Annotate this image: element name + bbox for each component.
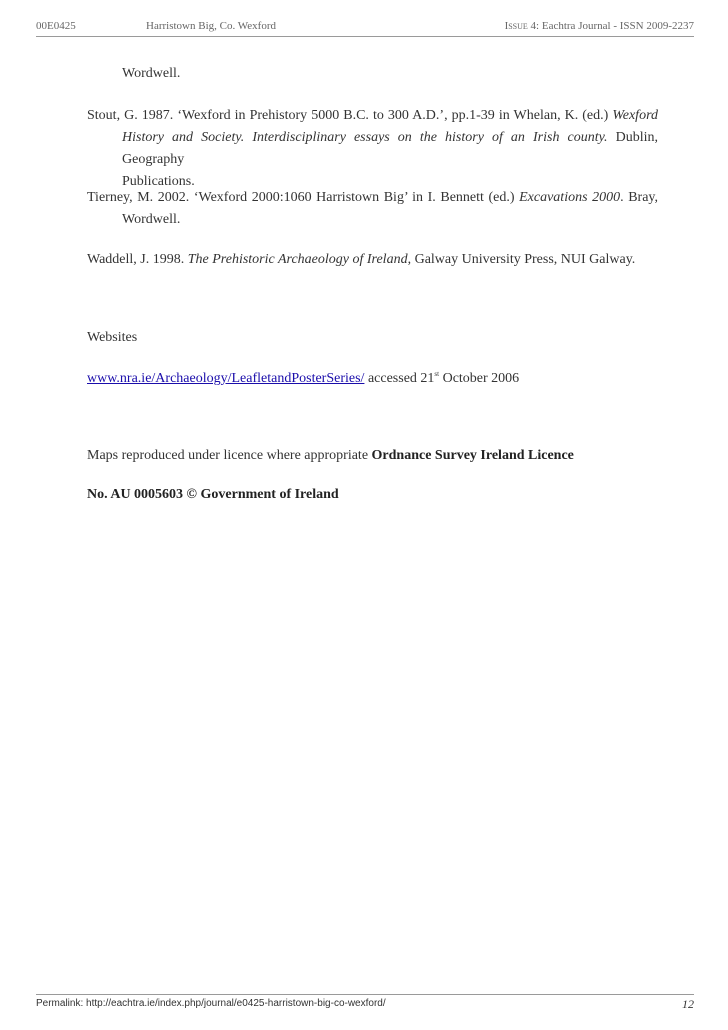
page-number: 12 xyxy=(682,997,694,1011)
reference-tierney-line1-title: Excavations 2000 xyxy=(519,190,621,205)
reference-continuation xyxy=(87,63,658,85)
footer-divider xyxy=(36,994,694,995)
header-doc-id: 00E0425 xyxy=(36,20,76,32)
reference-stout-line1 xyxy=(87,105,658,127)
reference-waddell-title: The Prehistoric Archaeology of Ireland xyxy=(187,252,408,267)
reference-stout-line3: Publications. xyxy=(122,174,195,189)
header-divider xyxy=(36,36,694,37)
reference-stout-line2-title: History and Society. Interdisciplinary essays on the history of an Irish county. xyxy=(122,130,608,145)
header-issue-text: 4: Eachtra Journal - ISSN 2009-2237 xyxy=(527,20,694,32)
reference-stout xyxy=(87,105,658,193)
header-site-title: Harristown Big, Co. Wexford xyxy=(146,20,276,32)
footer-permalink[interactable]: Permalink: http://eachtra.ie/index.php/journal/e0425-harristown-big-co-wexford/ xyxy=(36,998,386,1009)
reference-continuation-text: Wordwell. xyxy=(122,66,181,81)
licence-number-text: No. AU 0005603 © Government of Ireland xyxy=(87,487,339,502)
header-issue-label: Issue xyxy=(504,20,528,32)
reference-waddell-end: , Galway University Press, NUI Galway. xyxy=(407,252,636,267)
websites-accessed-date: October 2006 xyxy=(439,371,520,386)
reference-stout-line2 xyxy=(87,127,658,171)
reference-tierney-line2: Wordwell. xyxy=(122,212,181,227)
licence-name: Ordnance Survey Ireland Licence xyxy=(371,448,574,463)
reference-stout-line1-title: Wexford xyxy=(612,108,658,123)
websites-entry xyxy=(87,368,519,390)
licence-number xyxy=(87,484,339,506)
reference-tierney-line1 xyxy=(87,187,658,209)
websites-accessed-text: accessed 21 xyxy=(364,371,435,386)
reference-tierney xyxy=(87,187,658,231)
reference-waddell xyxy=(87,249,635,271)
reference-stout-line1-text: Stout, G. 1987. ‘Wexford in Prehistory 5000 B.C. to 300 A.D.’, pp.1-39 in Whelan, K. (ed.) xyxy=(87,108,613,123)
reference-waddell-text: Waddell, J. 1998. xyxy=(87,252,188,267)
reference-tierney-line1-end: . Bray, xyxy=(620,190,659,205)
licence-statement xyxy=(87,445,574,467)
nra-website-link[interactable]: www.nra.ie/Archaeology/LeafletandPosterSeries/ xyxy=(87,371,365,386)
licence-text: Maps reproduced under licence where appropriate xyxy=(87,448,372,463)
reference-stout-line2-text: Dublin, Geography xyxy=(122,130,659,167)
websites-heading: Websites xyxy=(87,330,138,345)
page-header xyxy=(36,14,694,38)
header-issue xyxy=(505,20,694,32)
websites-accessed-sup: st xyxy=(434,370,440,378)
reference-tierney-line1-text: Tierney, M. 2002. ‘Wexford 2000:1060 Harristown Big’ in I. Bennett (ed.) xyxy=(87,190,520,205)
